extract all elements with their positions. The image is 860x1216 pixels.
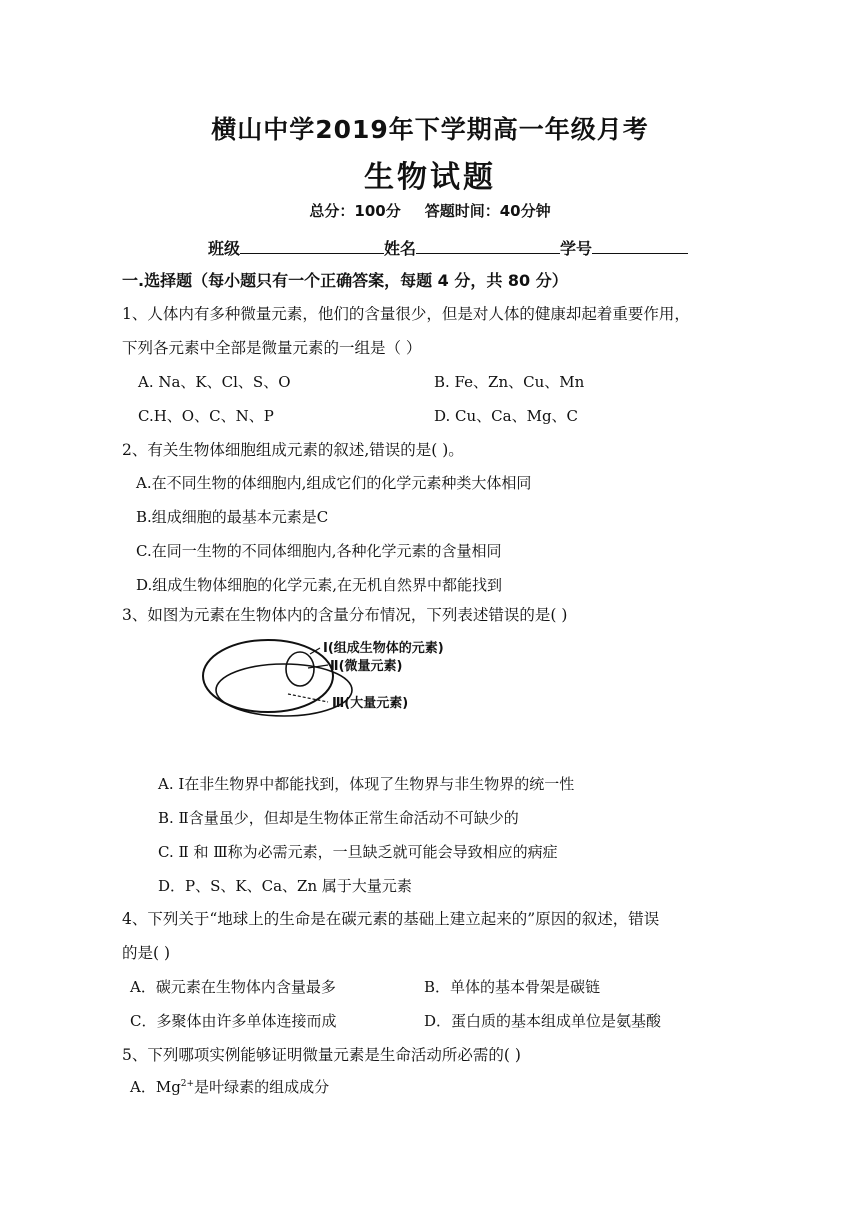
label-ii: Ⅱ(微量元素) [330,659,403,674]
class-blank[interactable] [240,235,384,254]
label-i: Ⅰ(组成生物体的元素) [323,641,444,656]
q3-option-c: C. Ⅱ 和 Ⅲ称为必需元素，一旦缺乏就可能会导致相应的病症 [158,843,558,861]
q3-option-a: A. Ⅰ在非生物界中都能找到，体现了生物界与非生物界的统一性 [158,775,575,793]
subject-title: 生物试题 [364,160,496,195]
small-circle [286,652,314,686]
q1-option-b: B. Fe、Zn、Cu、Mn [434,373,585,391]
id-blank[interactable] [592,235,688,254]
q2-option-d: D.组成生物体细胞的化学元素,在无机自然界中都能找到 [136,576,503,594]
q4-option-a: A．碳元素在生物体内含量最多 [130,978,336,996]
total-score: 总分：100分 [309,202,401,220]
class-label: 班级 [208,239,241,258]
q2-option-b: B.组成细胞的最基本元素是C [136,508,329,526]
q1-option-a: A. Na、K、Cl、S、O [138,373,291,391]
time-limit: 答题时间：40分钟 [424,202,551,220]
q3-option-b: B. Ⅱ含量虽少，但却是生物体正常生命活动不可缺少的 [158,809,519,827]
q1-stem-line1: 1、人体内有多种微量元素，他们的含量很少，但是对人体的健康却起着重要作用， [122,305,690,323]
q1-stem-line2: 下列各元素中全部是微量元素的一组是（ ） [122,339,422,357]
q4-option-c: C．多聚体由许多单体连接而成 [130,1012,337,1030]
q2-stem: 2、有关生物体细胞组成元素的叙述,错误的是( )。 [122,441,464,459]
q5-option-a-charge: 2+ [180,1079,195,1089]
q4-stem-line1: 4、下列关于“地球上的生命是在碳元素的基础上建立起来的”原因的叙述，错误 [122,910,660,928]
q3-stem: 3、如图为元素在生物体内的含量分布情况，下列表述错误的是( ) [122,606,568,624]
school-title: 横山中学2019年下学期高一年级月考 [211,115,649,144]
element-venn-diagram [198,630,498,730]
exam-meta [0,200,860,221]
q1-option-c: C.H、O、C、N、P [138,407,274,425]
student-info-fields [208,235,688,259]
q3-option-d: D．P、S、K、Ca、Zn 属于大量元素 [158,877,412,895]
q4-stem-line2: 的是( ) [122,944,171,962]
name-blank[interactable] [416,235,560,254]
q1-option-d: D. Cu、Ca、Mg、C [434,407,579,425]
label-iii: Ⅲ(大量元素) [332,696,409,711]
section-title: 一.选择题（每小题只有一个正确答案，每题 4 分，共 80 分） [122,271,568,290]
q5-stem: 5、下列哪项实例能够证明微量元素是生命活动所必需的( ) [122,1046,521,1064]
q4-option-d: D．蛋白质的基本组成单位是氨基酸 [424,1012,662,1030]
q5-option-a-prefix: A．Mg [130,1078,181,1096]
name-label: 姓名 [384,239,417,258]
q5-option-a-rest: 是叶绿素的组成成分 [194,1078,330,1096]
id-label: 学号 [560,239,593,258]
q5-option-a [130,1076,329,1097]
q2-option-c: C.在同一生物的不同体细胞内,各种化学元素的含量相同 [136,542,502,560]
q2-option-a: A.在不同生物的体细胞内,组成它们的化学元素种类大体相同 [136,474,532,492]
q4-option-b: B．单体的基本骨架是碳链 [424,978,601,996]
